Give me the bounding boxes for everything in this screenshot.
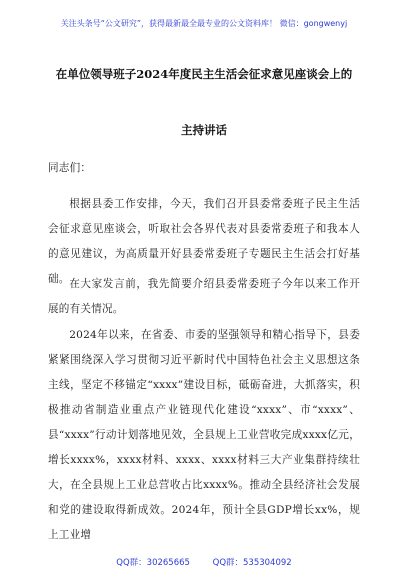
salutation: 同志们： [48, 162, 92, 174]
paragraph-3: 2024年以来，在省委、市委的坚强领导和精心指导下，县委紧紧围绕深入学习贯彻习近平新时代中国特色社会主义思想这条主线，坚定不移锚定“xxxx”建设目标，砥砺奋进，大抓落实，积极推动省制造业重点产业链现代化建设“xxxx”、市“xxxx”、县“xxxx”行动计划落地见效，全县规上工业营收完成xxxx亿元，增长xxxx%，xxxx材料、xxxx、xxxx材料三大产业集群持续壮大，在全县规上工业总营收占比xxxx%。推动全县经济社会发展和党的建设取得新成效。2024年，预计全县GDP增长xx%，规上工业增 [48, 329, 360, 541]
paragraph-2: 在大家发言前，我先简要介绍县委常委班子今年以来工作开展的有关情况。 [48, 278, 360, 315]
footer [0, 556, 408, 568]
header-note: 关注头条号“公文研究”，获得最新最全最专业的公文资料库！ 微信：gongwenyj [60, 19, 348, 28]
document-title-continued: 主持讲话 [181, 123, 227, 137]
footer-qq-group-1: QQ群：30265665 [116, 558, 190, 568]
footer-qq-group-2: QQ群：535304092 [212, 558, 292, 568]
paragraph-1: 根据县委工作安排，今天，我们召开县委常委班子民主生活会征求意见座谈会，听取社会各界代表对县委常委班子和我本人的意见建议，为高质量开好县委常委班子专题民主生活会打好基础。 [48, 198, 360, 285]
document-title: 在单位领导班子2024年度民主生活会征求意见座谈会上的 [55, 67, 353, 81]
